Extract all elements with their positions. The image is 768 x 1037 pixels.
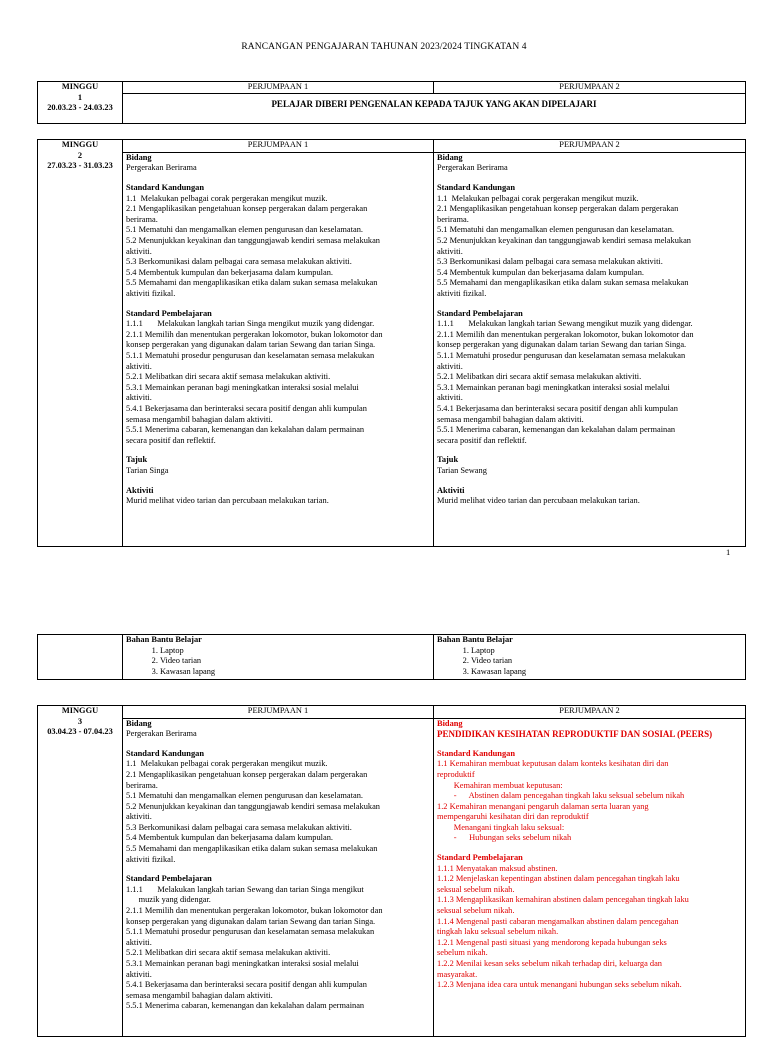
text-line: 1.1 Melakukan pelbagai corak pergerakan mengikut muzik.	[437, 193, 639, 203]
text-line: konsep pergerakan yang digunakan dalam tarian Sewang dan tarian Singa.	[437, 340, 687, 350]
aktiviti-value: Murid melihat video tarian dan percubaan melakukan tarian.	[126, 496, 329, 506]
text-line: 5.4 Membentuk kumpulan dan bekerjasama dalam kumpulan.	[126, 267, 333, 277]
week-3-perjumpaan-1-content	[123, 718, 434, 1036]
text-line: 5.3 Berkomunikasi dalam pelbagai cara semasa melakukan aktiviti.	[437, 257, 663, 267]
text-line: 5.3 Berkomunikasi dalam pelbagai cara semasa melakukan aktiviti.	[126, 257, 352, 267]
header-perjumpaan-2: PERJUMPAAN 2	[434, 82, 746, 94]
bahan-bantu-belajar-list	[437, 646, 742, 678]
text-line: - Abstinen dalam pencegahan tingkah laku seksual sebelum nikah	[437, 791, 685, 801]
text-line: 1.1.3 Mengaplikasikan kemahiran abstinen dalam pencegahan tingkah laku	[437, 895, 689, 905]
text-line: 5.4 Membentuk kumpulan dan bekerjasama dalam kumpulan.	[126, 833, 333, 843]
standard-pembelajaran-list	[126, 319, 430, 446]
text-line: 5.2 Menunjukkan keyakinan dan tanggungjawab kendiri semasa melakukan	[126, 236, 380, 246]
week-1-table	[37, 81, 746, 124]
week-2-perjumpaan-2-content	[434, 152, 746, 546]
bidang-value: PENDIDIKAN KESIHATAN REPRODUKTIF DAN SOSIAL (PEERS)	[437, 729, 713, 740]
text-line: mempengaruhi kesihatan diri dan reproduktif	[437, 812, 589, 822]
text-line: 1.1.2 Menjelaskan kepentingan abstinen dalam pencegahan tingkah laku	[437, 874, 680, 884]
text-line: semasa mengambil bahagian dalam aktiviti.	[126, 990, 273, 1000]
text-line: 1.1 Melakukan pelbagai corak pergerakan mengikut muzik.	[126, 759, 328, 769]
standard-kandungan-heading: Standard Kandungan	[437, 748, 515, 758]
standard-pembelajaran-heading: Standard Pembelajaran	[437, 308, 523, 318]
aktiviti-heading: Aktiviti	[126, 485, 154, 495]
week-2-perjumpaan-1-content	[123, 152, 434, 546]
week-1-cell	[38, 82, 123, 124]
list-item: 3. Kawasan lapang	[160, 667, 430, 678]
standard-pembelajaran-heading: Standard Pembelajaran	[126, 308, 212, 318]
week-2-continued-week-cell	[38, 635, 123, 680]
header-perjumpaan-1: PERJUMPAAN 1	[123, 706, 434, 719]
text-line: berirama.	[437, 214, 469, 224]
text-line: aktiviti.	[126, 393, 152, 403]
bidang-heading: Bidang	[437, 152, 463, 162]
text-line: seksual sebelum nikah.	[437, 906, 515, 916]
week-label: MINGGU	[61, 82, 99, 91]
text-line: 5.5.1 Menerima cabaran, kemenangan dan kekalahan dalam permainan	[126, 425, 365, 435]
text-line: 5.5.1 Menerima cabaran, kemenangan dan kekalahan dalam permainan	[437, 425, 676, 435]
text-line: konsep pergerakan yang digunakan dalam tarian Sewang dan tarian Singa.	[126, 916, 376, 926]
text-line: 5.4.1 Bekerjasama dan berinteraksi secara positif dengan ahli kumpulan	[126, 980, 367, 990]
text-line: aktiviti fizikal.	[126, 289, 176, 298]
text-line: semasa mengambil bahagian dalam aktiviti.	[126, 414, 273, 424]
header-perjumpaan-1: PERJUMPAAN 1	[123, 82, 434, 94]
week-label: MINGGU	[61, 706, 99, 715]
text-line: aktiviti fizikal.	[126, 854, 176, 864]
header-perjumpaan-1: PERJUMPAAN 1	[123, 140, 434, 153]
standard-pembelajaran-list	[437, 319, 742, 446]
intro-banner: PELAJAR DIBERI PENGENALAN KEPADA TAJUK YANG AKAN DIPELAJARI	[123, 93, 746, 123]
week-3-table	[37, 705, 746, 1037]
text-line: 1.1.1 Melakukan langkah tarian Singa mengikut muzik yang didengar.	[126, 319, 375, 329]
text-line: 5.1.1 Mematuhi prosedur pengurusan dan keselamatan semasa melakukan	[126, 350, 375, 360]
text-line: aktiviti.	[437, 361, 463, 371]
week-2-continued-table	[37, 634, 746, 680]
standard-kandungan-list	[437, 194, 742, 300]
tajuk-heading: Tajuk	[126, 455, 148, 465]
week-2-table	[37, 139, 746, 547]
bidang-heading: Bidang	[437, 718, 463, 728]
tajuk-value: Tarian Sewang	[437, 465, 487, 475]
header-perjumpaan-2: PERJUMPAAN 2	[434, 140, 746, 153]
standard-kandungan-list	[126, 759, 430, 865]
standard-pembelajaran-list	[126, 885, 430, 1012]
text-line: Menangani tingkah laku seksual:	[437, 822, 565, 832]
text-line: 1.1.4 Mengenal pasti cabaran mengamalkan abstinen dalam pencegahan	[437, 916, 679, 926]
text-line: aktiviti fizikal.	[437, 289, 487, 298]
text-line: 1.1 Melakukan pelbagai corak pergerakan mengikut muzik.	[126, 193, 328, 203]
text-line: berirama.	[126, 780, 158, 790]
text-line: 2.1 Mengaplikasikan pengetahuan konsep pergerakan dalam pergerakan	[126, 769, 368, 779]
bidang-heading: Bidang	[126, 718, 152, 728]
text-line: reproduktif	[437, 769, 475, 779]
list-item: 2. Video tarian	[471, 656, 742, 667]
text-line: aktiviti.	[126, 969, 152, 979]
standard-kandungan-list	[126, 194, 430, 300]
text-line: 5.3.1 Memainkan peranan bagi meningkatkan interaksi sosial melalui	[437, 382, 670, 392]
week-dates: 20.03.23 - 24.03.23	[47, 103, 113, 113]
week-number: 3	[77, 716, 83, 726]
standard-pembelajaran-heading: Standard Pembelajaran	[126, 874, 212, 884]
text-line: 1.1.1 Melakukan langkah tarian Sewang dan tarian Singa mengikut	[126, 884, 364, 894]
text-line: 5.2 Menunjukkan keyakinan dan tanggungjawab kendiri semasa melakukan	[126, 801, 380, 811]
text-line: aktiviti.	[126, 246, 152, 256]
text-line: 5.2.1 Melibatkan diri secara aktif semasa melakukan aktiviti.	[126, 372, 331, 382]
bidang-value: Pergerakan Berirama	[437, 163, 508, 173]
text-line: aktiviti.	[126, 937, 152, 947]
list-item: 2. Video tarian	[160, 656, 430, 667]
aktiviti-value: Murid melihat video tarian dan percubaan melakukan tarian.	[437, 496, 640, 506]
standard-pembelajaran-heading: Standard Pembelajaran	[437, 853, 523, 863]
list-item: 1. Laptop	[160, 646, 430, 657]
text-line: sebelum nikah.	[437, 948, 488, 958]
text-line: 1.1.1 Melakukan langkah tarian Sewang mengikut muzik yang didengar.	[437, 319, 693, 329]
text-line: berirama.	[126, 214, 158, 224]
aktiviti-heading: Aktiviti	[437, 485, 465, 495]
text-line: 1.1 Kemahiran membuat keputusan dalam konteks kesihatan diri dan	[437, 759, 669, 769]
week-number: 1	[77, 92, 83, 102]
text-line: seksual sebelum nikah.	[437, 884, 515, 894]
text-line: - Hubungan seks sebelum nikah	[437, 833, 572, 843]
text-line: 1.1.1 Menyatakan maksud abstinen.	[437, 863, 558, 873]
text-line: 1.2.2 Menilai kesan seks sebelum nikah terhadap diri, keluarga dan	[437, 959, 662, 968]
text-line: 1.2.1 Mengenal pasti situasi yang mendorong kepada hubungan seks	[437, 937, 667, 947]
text-line: 5.5.1 Menerima cabaran, kemenangan dan kekalahan dalam permainan	[126, 1001, 365, 1011]
header-perjumpaan-2: PERJUMPAAN 2	[434, 706, 746, 719]
text-line: 5.1 Mematuhi dan mengamalkan elemen pengurusan dan keselamatan.	[126, 791, 363, 801]
text-line: masyarakat.	[437, 969, 478, 979]
week-dates: 03.04.23 - 07.04.23	[47, 727, 113, 737]
week-3-cell	[38, 706, 123, 1037]
text-line: 2.1 Mengaplikasikan pengetahuan konsep pergerakan dalam pergerakan	[437, 204, 679, 214]
week-3-perjumpaan-2-content	[434, 718, 746, 1036]
text-line: secara positif dan reflektif.	[126, 435, 216, 445]
week-number: 2	[77, 150, 83, 160]
week-2-cell	[38, 140, 123, 547]
text-line: 5.3 Berkomunikasi dalam pelbagai cara semasa melakukan aktiviti.	[126, 822, 352, 832]
text-line: 5.5 Memahami dan mengaplikasikan etika dalam sukan semasa melakukan	[126, 844, 378, 854]
bahan-bantu-belajar-2	[434, 635, 746, 680]
text-line: 5.1.1 Mematuhi prosedur pengurusan dan keselamatan semasa melakukan	[437, 350, 686, 360]
bahan-bantu-belajar-heading: Bahan Bantu Belajar	[126, 635, 202, 644]
text-line: 5.5 Memahami dan mengaplikasikan etika dalam sukan semasa melakukan	[126, 278, 378, 288]
text-line: 2.1.1 Memilih dan menentukan pergerakan lokomotor, bukan lokomotor dan	[437, 329, 694, 339]
text-line: 2.1.1 Memilih dan menentukan pergerakan lokomotor, bukan lokomotor dan	[126, 329, 383, 339]
text-line: aktiviti.	[126, 361, 152, 371]
document-title: RANCANGAN PENGAJARAN TAHUNAN 2023/2024 TINGKATAN 4	[241, 42, 527, 52]
text-line: 5.3.1 Memainkan peranan bagi meningkatkan interaksi sosial melalui	[126, 382, 359, 392]
standard-kandungan-list	[437, 759, 742, 844]
text-line: 1.2.3 Menjana idea cara untuk menangani hubungan seks sebelum nikah.	[437, 980, 682, 990]
text-line: aktiviti.	[126, 812, 152, 822]
text-line: 2.1 Mengaplikasikan pengetahuan konsep pergerakan dalam pergerakan	[126, 204, 368, 214]
text-line: aktiviti.	[437, 393, 463, 403]
text-line: tingkah laku seksual sebelum nikah.	[437, 927, 559, 937]
list-item: 1. Laptop	[471, 646, 742, 657]
standard-pembelajaran-list	[437, 864, 742, 991]
standard-kandungan-heading: Standard Kandungan	[437, 183, 515, 193]
text-line: 5.4.1 Bekerjasama dan berinteraksi secara positif dengan ahli kumpulan	[126, 403, 367, 413]
text-line: konsep pergerakan yang digunakan dalam tarian Sewang dan tarian Singa.	[126, 340, 376, 350]
tajuk-heading: Tajuk	[437, 455, 459, 465]
text-line: 2.1.1 Memilih dan menentukan pergerakan lokomotor, bukan lokomotor dan	[126, 906, 383, 916]
text-line: 5.2.1 Melibatkan diri secara aktif semasa melakukan aktiviti.	[126, 948, 331, 958]
bidang-value: Pergerakan Berirama	[126, 729, 197, 739]
text-line: aktiviti.	[437, 246, 463, 256]
bahan-bantu-belajar-1	[123, 635, 434, 680]
text-line: Kemahiran membuat keputusan:	[437, 780, 563, 790]
text-line: semasa mengambil bahagian dalam aktiviti.	[437, 414, 584, 424]
text-line: 5.4.1 Bekerjasama dan berinteraksi secara positif dengan ahli kumpulan	[437, 403, 678, 413]
bidang-value: Pergerakan Berirama	[126, 163, 197, 173]
text-line: 5.2.1 Melibatkan diri secara aktif semasa melakukan aktiviti.	[437, 372, 642, 382]
text-line: secara positif dan reflektif.	[437, 435, 527, 445]
text-line: 5.5 Memahami dan mengaplikasikan etika dalam sukan semasa melakukan	[437, 278, 689, 288]
text-line: 5.1 Mematuhi dan mengamalkan elemen pengurusan dan keselamatan.	[126, 225, 363, 235]
bahan-bantu-belajar-heading: Bahan Bantu Belajar	[437, 635, 513, 644]
text-line: 1.2 Kemahiran menangani pengaruh dalaman serta luaran yang	[437, 801, 649, 811]
text-line: 5.1 Mematuhi dan mengamalkan elemen pengurusan dan keselamatan.	[437, 225, 674, 235]
text-line: 5.4 Membentuk kumpulan dan bekerjasama dalam kumpulan.	[437, 267, 644, 277]
text-line: 5.3.1 Memainkan peranan bagi meningkatkan interaksi sosial melalui	[126, 959, 359, 968]
tajuk-value: Tarian Singa	[126, 465, 169, 475]
page-number: 1	[726, 547, 731, 557]
list-item: 3. Kawasan lapang	[471, 667, 742, 678]
standard-kandungan-heading: Standard Kandungan	[126, 183, 204, 193]
text-line: 5.1.1 Mematuhi prosedur pengurusan dan keselamatan semasa melakukan	[126, 927, 375, 937]
week-label: MINGGU	[61, 140, 99, 149]
bahan-bantu-belajar-list	[126, 646, 430, 678]
week-dates: 27.03.23 - 31.03.23	[47, 161, 113, 171]
standard-kandungan-heading: Standard Kandungan	[126, 748, 204, 758]
text-line: 5.2 Menunjukkan keyakinan dan tanggungjawab kendiri semasa melakukan	[437, 236, 691, 246]
bidang-heading: Bidang	[126, 152, 152, 162]
text-line: muzik yang didengar.	[126, 895, 211, 905]
